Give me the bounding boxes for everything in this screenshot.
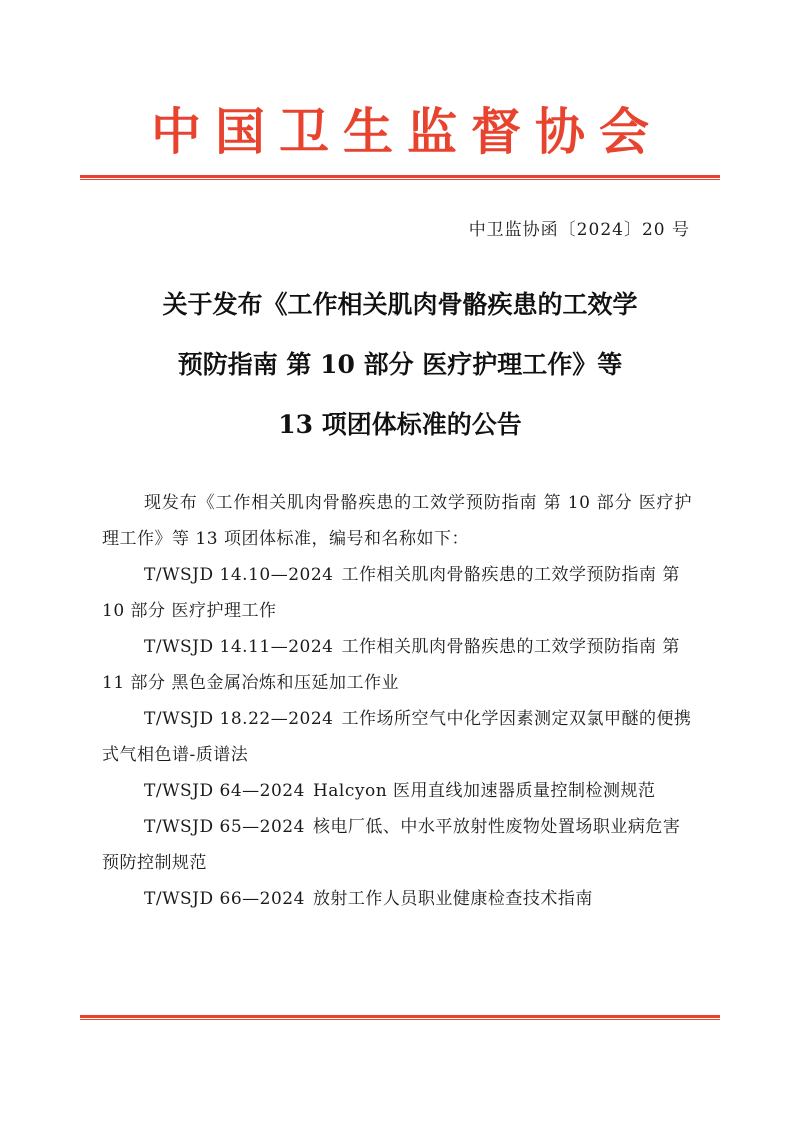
standard-name: Halcyon 医用直线加速器质量控制检测规范 bbox=[312, 781, 656, 801]
standard-name: 放射工作人员职业健康检查技术指南 bbox=[312, 889, 593, 909]
standard-name: 工作相关肌肉骨骼疾患的工效学预防指南 第 10 部分 医疗护理工作 bbox=[102, 565, 680, 621]
announcement-body bbox=[102, 485, 692, 917]
standard-code: T/WSJD 14.11—2024 bbox=[144, 637, 334, 657]
title-line-3: 13 项团体标准的公告 bbox=[278, 410, 522, 439]
title-line-2: 预防指南 第 10 部分 医疗护理工作》等 bbox=[177, 350, 623, 379]
standard-item bbox=[102, 773, 692, 809]
standard-name: 工作相关肌肉骨骼疾患的工效学预防指南 第 11 部分 黑色金属冶炼和压延加工作业 bbox=[102, 637, 680, 693]
standard-code: T/WSJD 14.10—2024 bbox=[144, 565, 334, 585]
standard-code: T/WSJD 64—2024 bbox=[144, 781, 305, 801]
letterhead-title: 中国卫生监督协会 bbox=[151, 103, 663, 161]
standard-code: T/WSJD 18.22—2024 bbox=[144, 709, 334, 729]
standard-code: T/WSJD 65—2024 bbox=[144, 817, 305, 837]
standard-item bbox=[102, 629, 692, 701]
letterhead-red-rule bbox=[80, 175, 720, 181]
standard-item bbox=[102, 701, 692, 773]
standard-code: T/WSJD 66—2024 bbox=[144, 889, 305, 909]
standard-item bbox=[102, 881, 692, 917]
announcement-title bbox=[80, 275, 720, 455]
footer-red-rule bbox=[80, 1015, 720, 1021]
document-number: 中卫监协函〔2024〕20 号 bbox=[468, 220, 690, 240]
title-line-1: 关于发布《工作相关肌肉骨骼疾患的工效学 bbox=[162, 290, 638, 319]
standard-item bbox=[102, 557, 692, 629]
standard-name: 工作场所空气中化学因素测定双氯甲醚的便携式气相色谱-质谱法 bbox=[102, 709, 692, 765]
standard-name: 核电厂低、中水平放射性废物处置场职业病危害预防控制规范 bbox=[102, 817, 681, 873]
intro-paragraph: 现发布《工作相关肌肉骨骼疾患的工效学预防指南 第 10 部分 医疗护理工作》等 13 项团体标准，编号和名称如下： bbox=[102, 493, 692, 549]
standard-item bbox=[102, 809, 692, 881]
